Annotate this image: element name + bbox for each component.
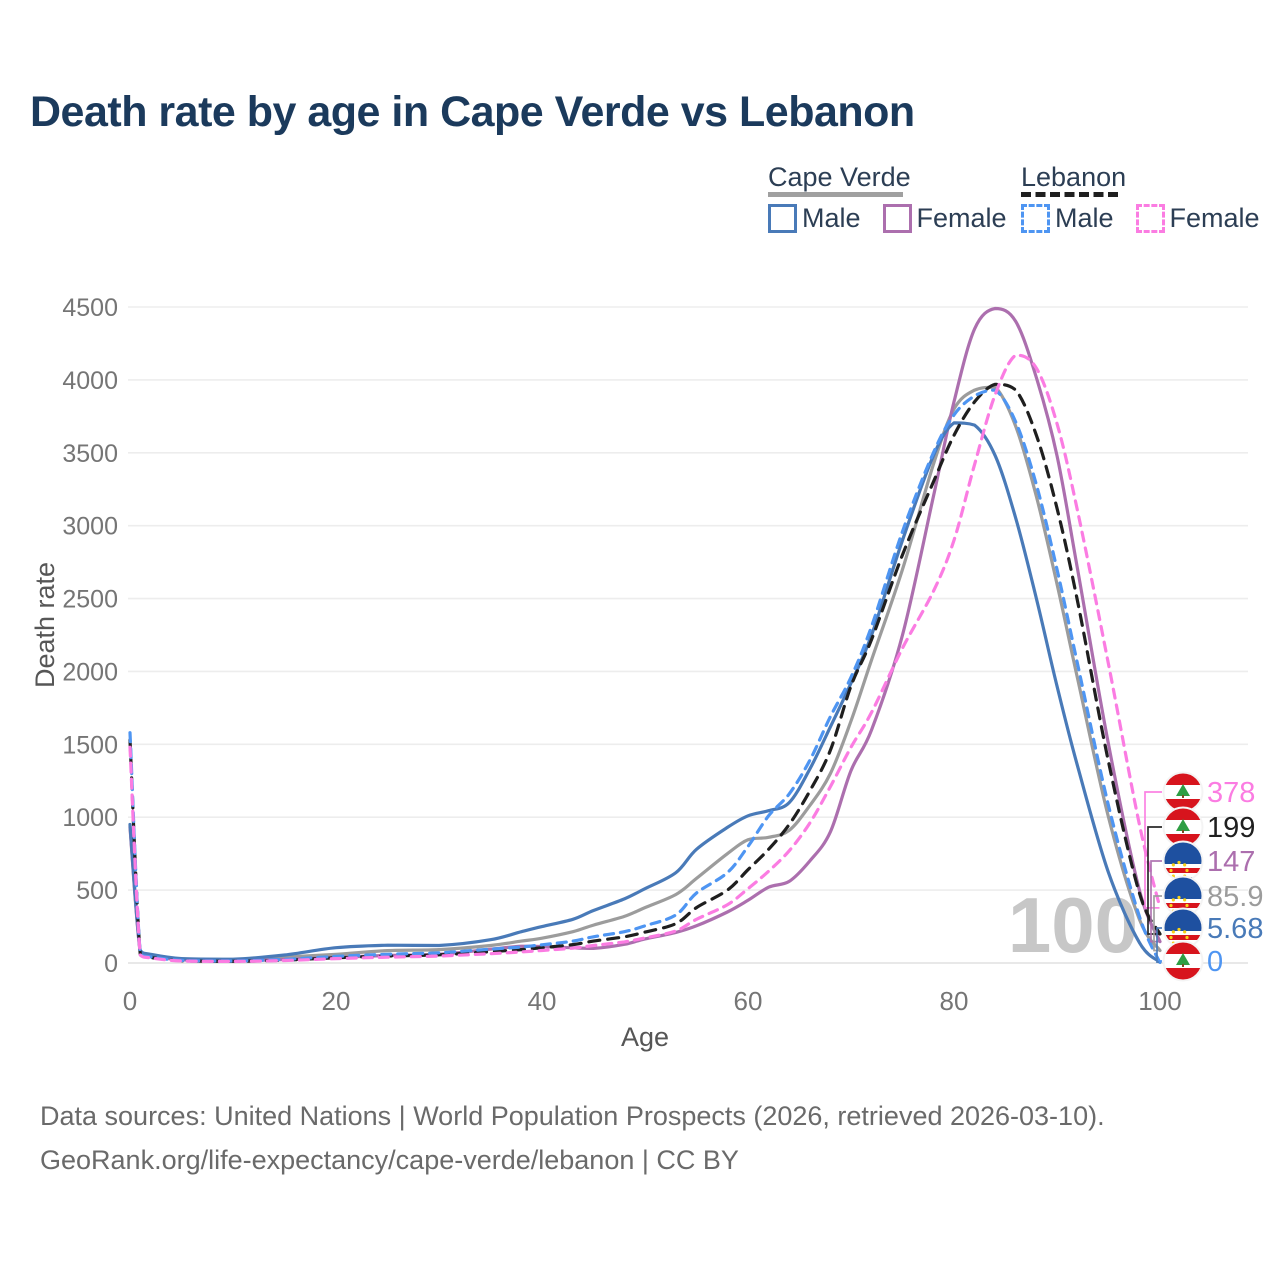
x-tick-label: 100 [1138,986,1182,1016]
y-tick-label: 4000 [62,366,118,395]
footer [40,1094,1105,1182]
series-cape-verde-female[interactable] [130,309,1160,961]
legend-label: Male [802,203,861,233]
y-tick-label: 4500 [62,294,118,322]
legend-group-cape-verde[interactable]: Cape Verde [768,162,911,192]
series-lebanon[interactable] [130,384,1160,961]
series-lines [130,309,1160,964]
y-tick-label: 2000 [62,658,118,687]
x-tick-label: 20 [321,986,351,1016]
hover-age-watermark: 100 [1007,881,1138,969]
x-tick-label: 60 [733,986,763,1016]
x-tick-label: 40 [527,986,557,1016]
legend-group-lebanon[interactable]: Lebanon [1021,162,1127,192]
page-title: Death rate by age in Cape Verde vs Lebanon [30,88,915,136]
footer-attribution: GeoRank.org/life-expectancy/cape-verde/lebanon | CC BY [40,1145,739,1175]
y-tick-label: 3000 [62,512,118,541]
end-value-label-lebanon-female: 378 [1207,777,1256,809]
y-tick-label: 1500 [62,731,118,760]
gridlines [128,307,1248,963]
y-tick-label: 500 [76,877,118,906]
x-tick-label: 0 [122,986,138,1016]
end-value-label-cape-verde-male: 5.68 [1207,913,1264,945]
end-value-label-cape-verde: 85.9 [1207,881,1264,913]
x-axis-tick-labels [123,986,1182,1016]
legend-label: Male [1055,203,1114,233]
end-value-label-lebanon: 199 [1207,812,1256,844]
legend-label: Female [916,203,1007,233]
flag-icons [1164,773,1203,981]
y-axis-title: Death rate [30,561,60,689]
y-axis-tick-labels [62,294,118,978]
legend-label: Female [1169,203,1260,233]
series-lebanon-female[interactable] [130,355,1160,961]
end-value-label-cape-verde-female: 147 [1207,846,1256,878]
y-tick-label: 3500 [62,439,118,468]
end-value-label-lebanon-male: 0 [1207,946,1224,978]
series-lebanon-male[interactable] [130,390,1160,963]
y-tick-label: 1000 [62,804,118,833]
footer-data-sources: Data sources: United Nations | World Population Prospects (2026, retrieved 2026-03-10). [40,1101,1105,1131]
x-axis-title: Age [620,1022,670,1052]
series-cape-verde-male[interactable] [130,423,1160,962]
x-tick-label: 80 [939,986,969,1016]
series-cape-verde[interactable] [130,387,1160,960]
y-tick-label: 2500 [62,585,118,614]
y-tick-label: 0 [104,950,118,978]
end-value-labels [1207,777,1263,978]
